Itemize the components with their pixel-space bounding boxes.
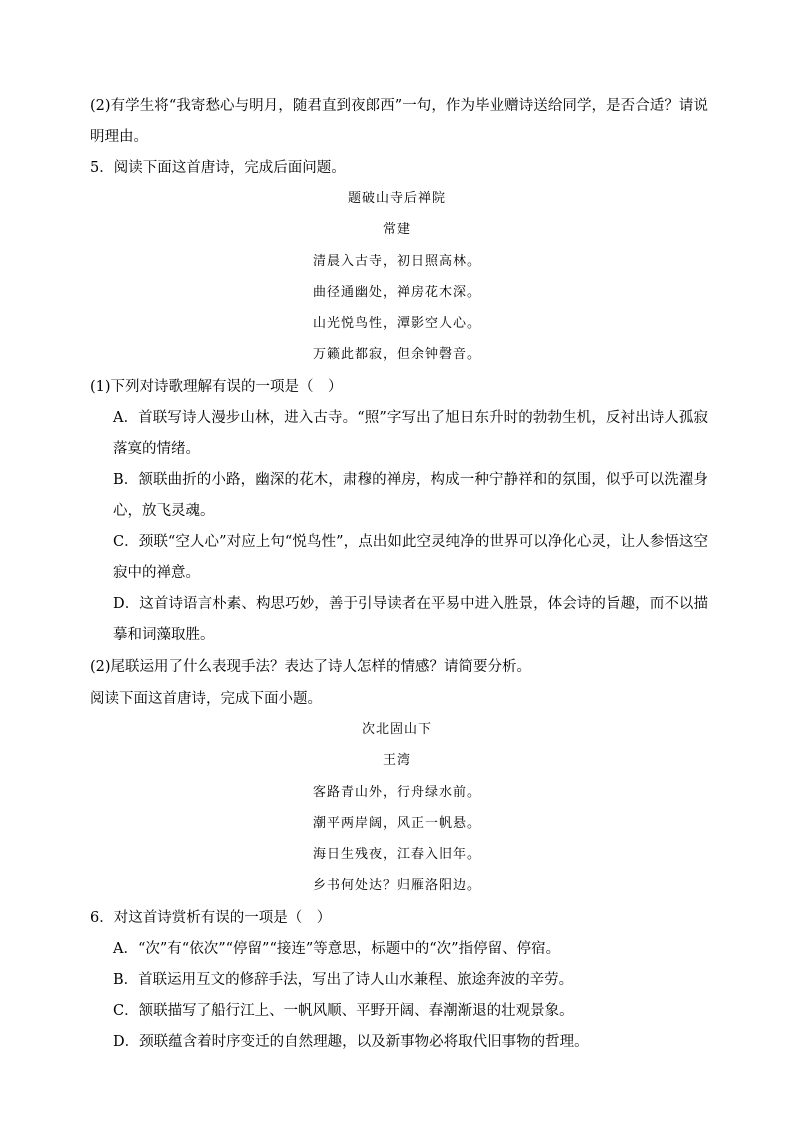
poem1-title: 题破山寺后禅院 (347, 191, 446, 206)
q4-part2-question: (2)有学生将“我寄愁心与明月，随君直到夜郎西”一句，作为毕业赠诗送给同学，是否合适？请说明理由。 (90, 98, 708, 145)
poem1-line: 山光悦鸟性，潭影空人心。 (312, 316, 481, 331)
poem2-line: 乡书何处达？归雁洛阳边。 (312, 878, 481, 893)
q6-intro: 阅读下面这首唐诗，完成下面小题。 (90, 691, 322, 707)
poem2-line: 海日生残夜，江春入旧年。 (312, 847, 481, 862)
q5-option-b: B．颔联曲折的小路，幽深的花木，肃穆的禅房，构成一种宁静祥和的氛围，似乎可以洗濯身心，放飞灵魂。 (113, 472, 708, 519)
q6-option-a: A．“次”有“依次”“停留”“接连”等意思，标题中的“次”指停留、停宿。 (113, 941, 561, 957)
poem2-line: 潮平两岸阔，风正一帆悬。 (312, 816, 481, 831)
q5-part1-stem: (1)下列对诗歌理解有误的一项是（ ） (90, 379, 343, 395)
q5-option-d: D．这首诗语言朴素、构思巧妙，善于引导读者在平易中进入胜景，体会诗的旨趣，而不以描摹和词藻取胜。 (113, 596, 708, 643)
q6-option-b: B．首联运用互文的修辞手法，写出了诗人山水兼程、旅途奔波的辛劳。 (113, 972, 574, 988)
q6-option-d: D．颈联蕴含着时序变迁的自然理趣，以及新事物必将取代旧事物的哲理。 (113, 1034, 589, 1050)
q5-intro: 5．阅读下面这首唐诗，完成后面问题。 (90, 160, 346, 176)
q5-option-a: A．首联写诗人漫步山林，进入古寺。“照”字写出了旭日东升时的勃勃生机，反衬出诗人孤寂落寞的情绪。 (113, 410, 708, 457)
poem1-line: 万籁此都寂，但余钟磬音。 (312, 347, 481, 362)
q6-option-c: C．颔联描写了船行江上、一帆风顺、平野开阔、春潮渐退的壮观景象。 (113, 1003, 574, 1019)
poem1-line: 清晨入古寺，初日照高林。 (312, 254, 481, 269)
poem2-title: 次北固山下 (361, 722, 432, 737)
poem2-author: 王湾 (382, 753, 411, 768)
q5-option-c: C．颈联“空人心”对应上句“悦鸟性”，点出如此空灵纯净的世界可以净化心灵，让人参悟这空寂中的禅意。 (113, 534, 708, 581)
poem1-author: 常建 (382, 222, 411, 237)
poem1-line: 曲径通幽处，禅房花木深。 (312, 285, 481, 300)
poem2-line: 客路青山外，行舟绿水前。 (312, 785, 481, 800)
q6-stem: 6．对这首诗赏析有误的一项是（ ） (90, 910, 332, 926)
q5-part2-question: (2)尾联运用了什么表现手法？表达了诗人怎样的情感？请简要分析。 (90, 659, 532, 675)
